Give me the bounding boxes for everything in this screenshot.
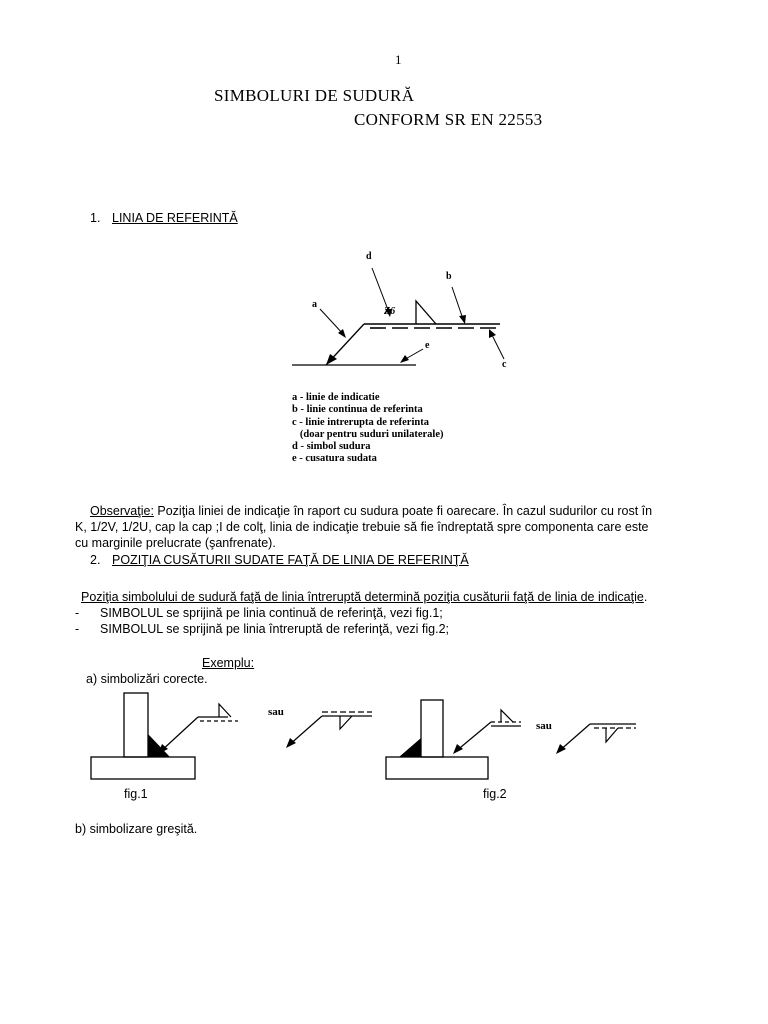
label-e: e xyxy=(425,340,430,351)
page-title: SIMBOLURI DE SUDURĂ xyxy=(214,86,415,105)
wrong-label: b) simbolizare greşită. xyxy=(75,822,198,836)
fig1-indication-line xyxy=(160,717,198,752)
label-z6: Z6 xyxy=(384,306,396,317)
legend-item: e - cusatura sudata xyxy=(292,453,377,465)
fig2-weld-fillet xyxy=(399,738,421,757)
section1-heading: LINIA DE REFERINTĂ xyxy=(112,211,238,225)
section2-number: 2. xyxy=(90,553,101,567)
fig2-drawing xyxy=(383,692,533,782)
legend-item: c - linie intrerupta de referinta xyxy=(292,416,429,428)
label-c: c xyxy=(502,359,507,370)
observation-line3: cu marginile prelucrate (şanfrenate). xyxy=(75,536,276,550)
section1-number: 1. xyxy=(90,211,101,225)
observation-label: Observaţie: xyxy=(90,504,154,518)
fig1-caption: fig.1 xyxy=(124,787,148,801)
page-number: 1 xyxy=(395,52,402,67)
diagram-legend xyxy=(292,392,443,466)
label-d: d xyxy=(366,251,372,262)
fig2-alt-drawing xyxy=(550,712,640,772)
legend-item: a - linie de indicatie xyxy=(292,392,380,403)
legend-item: d - simbol sudura xyxy=(292,441,371,453)
page-subtitle: CONFORM SR EN 22553 xyxy=(354,110,543,129)
fig2-alt-weld-symbol xyxy=(606,728,618,742)
correct-label: a) simbolizări corecte. xyxy=(86,672,208,686)
bullet-dash: - xyxy=(75,622,80,636)
fig1-vertical-plate xyxy=(124,693,148,757)
fig2-base-plate xyxy=(386,757,488,779)
fig2-vertical-plate xyxy=(421,700,443,757)
fig2-weld-symbol xyxy=(501,710,513,722)
observation-line1: Observaţie: Poziţia liniei de indicaţie în raport cu sudura poate fi oarecare. În cazul sudurilor cu rost în xyxy=(90,504,653,518)
reference-line-diagram xyxy=(288,243,528,479)
legend-item: (doar pentru suduri unilaterale) xyxy=(292,428,444,440)
bullet-item-1: SIMBOLUL se sprijină pe linia continuă de referinţă, vezi fig.1; xyxy=(100,606,443,620)
fig2-caption: fig.2 xyxy=(483,787,507,801)
section2-heading: POZIŢIA CUSĂTURII SUDATE FAŢĂ DE LINIA DE REFERINŢĂ xyxy=(112,553,469,567)
bullet-item-2: SIMBOLUL se sprijină pe linia întreruptă de referinţă, vezi fig.2; xyxy=(100,622,450,636)
label-a: a xyxy=(312,299,317,310)
sau-label-1: sau xyxy=(268,706,284,718)
fig1-alt-weld-symbol xyxy=(340,716,352,729)
legend-item: b - linie continua de referinta xyxy=(292,404,423,416)
fig1-base-plate xyxy=(91,757,195,779)
section2-intro: Poziţia simbolului de sudură faţă de linia întreruptă determină poziţia cusăturii faţă de linia de indicaţie. xyxy=(81,590,648,604)
weld-symbol-triangle xyxy=(416,301,436,324)
observation-line2: K, 1/2V, 1/2U, cap la cap ;I de colţ, linia de indicaţie trebuie să fie îndreptată spre componenta care este xyxy=(75,520,649,534)
bullet-dash: - xyxy=(75,606,80,620)
fig1-weld-symbol xyxy=(219,704,231,717)
fig1-alt-drawing xyxy=(280,700,380,760)
fig1-drawing xyxy=(88,692,268,782)
label-b: b xyxy=(446,271,452,282)
example-label: Exemplu: xyxy=(202,656,255,670)
sau-label-2: sau xyxy=(536,720,552,732)
